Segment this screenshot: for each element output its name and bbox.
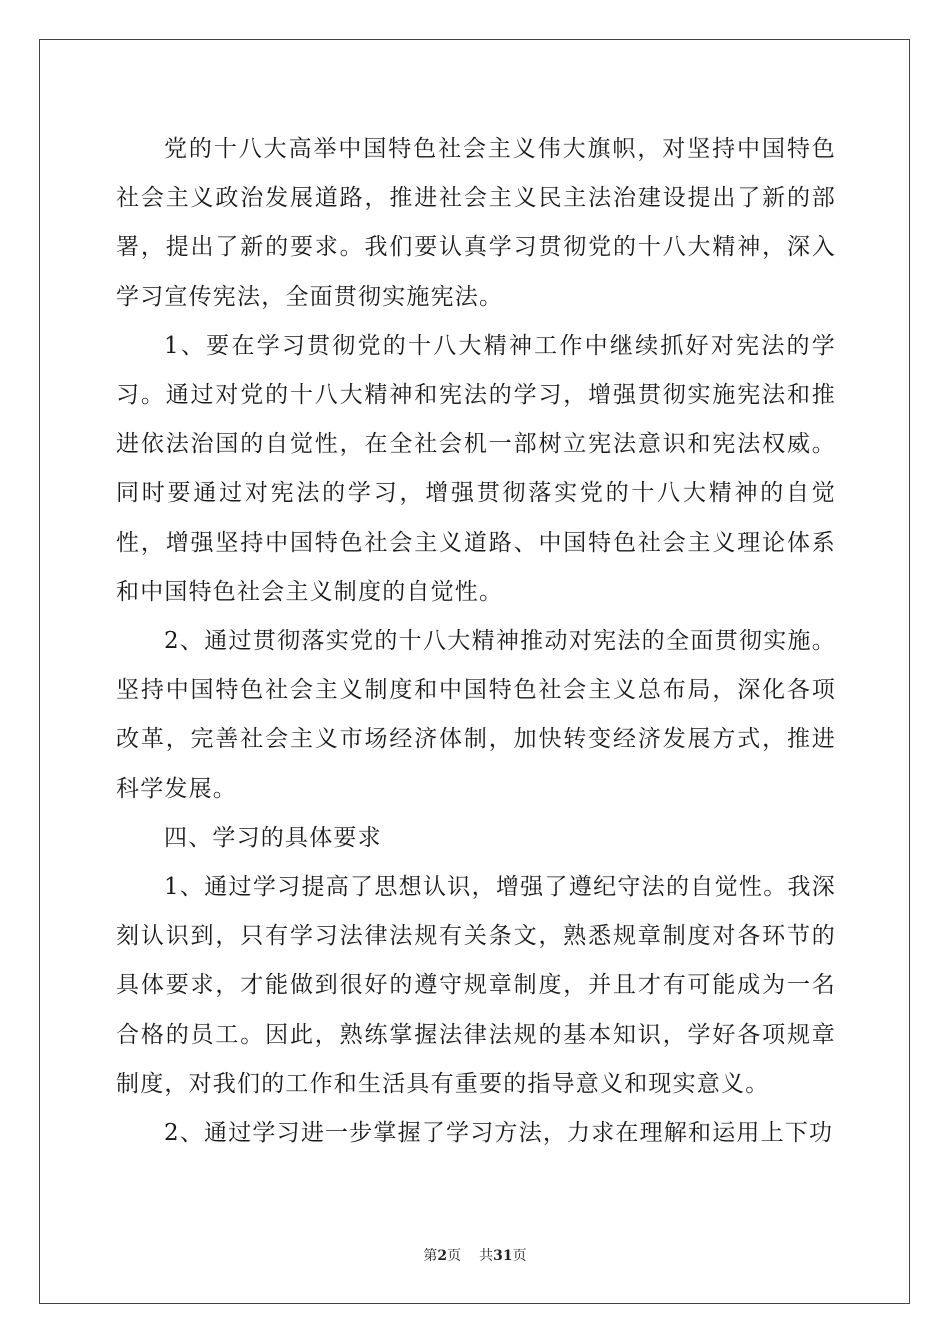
paragraph: 1、通过学习提高了思想认识，增强了遵纪守法的自觉性。我深刻认识到，只有学习法律法规有关条文，熟悉规章制度对各环节的具体要求，才能做到很好的遵守规章制度，并且才有可能成为一名合格的员工。因此，熟练掌握法律法规的基本知识，学好各项规章制度，对我们的工作和生活具有重要的指导意义和现实意义。 xyxy=(116,874,836,1097)
paragraph: 2、通过贯彻落实党的十八大精神推动对宪法的全面贯彻实施。坚持中国特色社会主义制度和中国特色社会主义总布局，深化各项改革，完善社会主义市场经济体制，加快转变经济发展方式，推进科学发展。 xyxy=(116,628,836,802)
page-suffix: 页 xyxy=(447,1248,462,1264)
paragraph: 党的十八大高举中国特色社会主义伟大旗帜，对坚持中国特色社会主义政治发展道路，推进社会主义民主法治建设提出了新的部署，提出了新的要求。我们要认真学习贯彻党的十八大精神，深入学习宣传宪法，全面贯彻实施宪法。 xyxy=(116,136,836,310)
paragraph: 1、要在学习贯彻党的十八大精神工作中继续抓好对宪法的学习。通过对党的十八大精神和宪法的学习，增强贯彻实施宪法和推进依法治国的自觉性，在全社会机一部树立宪法意识和宪法权威。同时要通过对宪法的学习，增强贯彻落实党的十八大精神的自觉性，增强坚持中国特色社会主义道路、中国特色社会主义理论体系和中国特色社会主义制度的自觉性。 xyxy=(116,332,836,605)
total-suffix: 页 xyxy=(512,1248,527,1264)
paragraph: 2、通过学习进一步掌握了学习方法，力求在理解和运用上下功 xyxy=(164,1120,834,1147)
page-current: 2 xyxy=(437,1248,448,1264)
page-footer xyxy=(0,1245,950,1265)
document-body xyxy=(116,125,836,1158)
section-heading: 四、学习的具体要求 xyxy=(164,824,382,851)
page-total: 31 xyxy=(493,1248,513,1264)
total-prefix: 共 xyxy=(479,1248,494,1264)
page-prefix: 第 xyxy=(423,1248,438,1264)
